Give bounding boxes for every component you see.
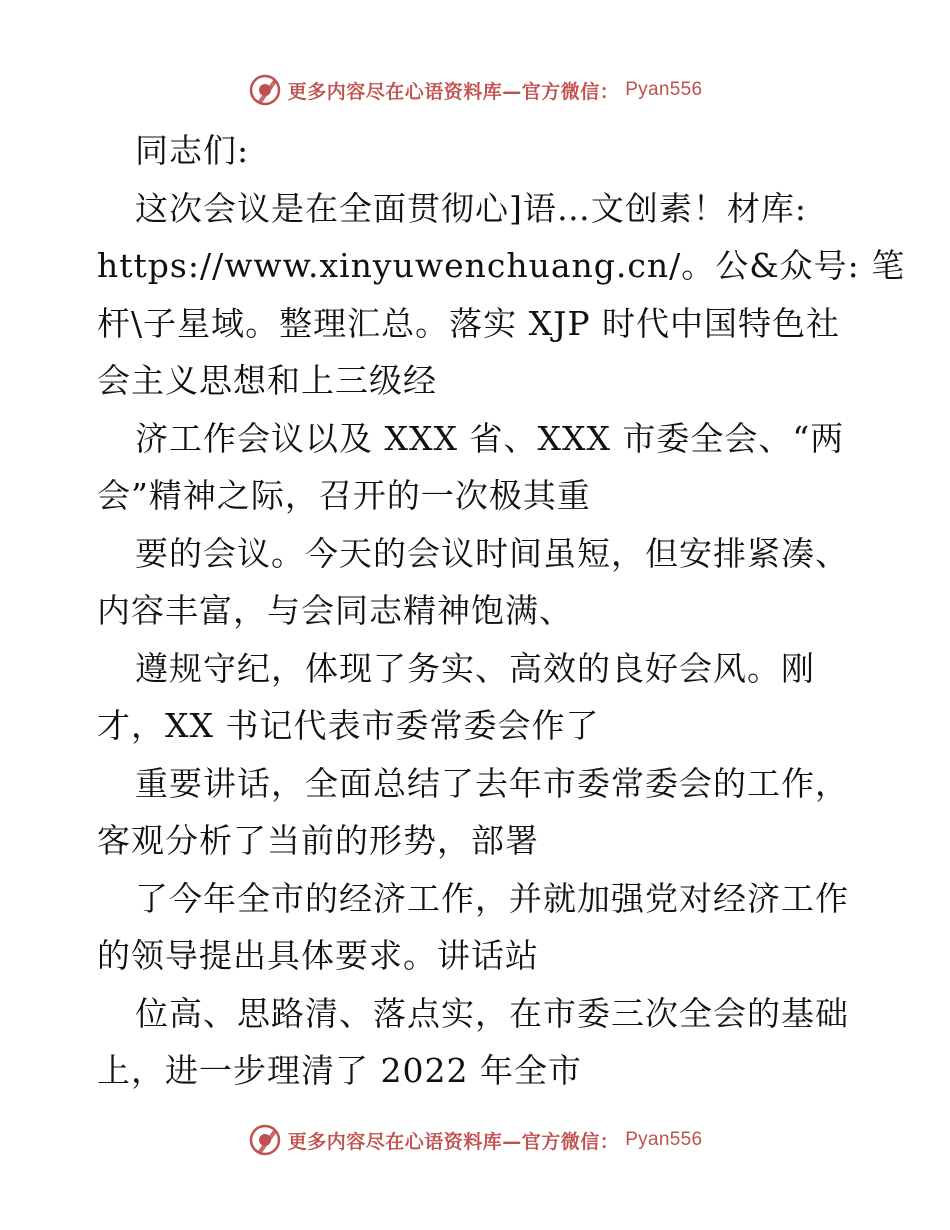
banner-text: 更多内容尽在心语资料库—官方微信： [287, 1130, 620, 1153]
body-line: 的领导提出具体要求。讲话站 [97, 936, 539, 975]
banner-wechat-id: Pyan556 [625, 79, 703, 100]
body-line: 要的会议。今天的会议时间虽短，但安排紧凑、 [135, 533, 849, 573]
body-line: https://www.xinyuwenchuang.cn/。公&众号: 笔 [97, 246, 906, 285]
body-line: 位高、思路清、落点实，在市委三次全会的基础 [135, 993, 849, 1033]
banner-wechat-id: Pyan556 [625, 1129, 703, 1150]
body-line: 这次会议是在全面贯彻心]语…文创素！材库: [135, 188, 807, 228]
body-line: 遵规守纪，体现了务实、高效的良好会风。刚 [135, 648, 815, 688]
pen-logo-icon [248, 1123, 282, 1157]
body-line: 重要讲话，全面总结了去年市委常委会的工作， [135, 763, 849, 803]
document-body [97, 122, 906, 1100]
footer-watermark-banner [0, 1120, 950, 1160]
body-line: 会”精神之际，召开的一次极其重 [97, 476, 591, 515]
body-line: 内容丰富，与会同志精神饱满、 [97, 591, 573, 630]
body-line: 会主义思想和上三级经 [97, 361, 437, 400]
body-line: 才，XX 书记代表市委常委会作了 [97, 706, 600, 745]
header-watermark-banner [0, 70, 950, 110]
body-line: 同志们: [135, 131, 250, 170]
body-line: 了今年全市的经济工作，并就加强党对经济工作 [135, 878, 849, 918]
pen-logo-icon [248, 73, 282, 107]
banner-text: 更多内容尽在心语资料库—官方微信： [287, 80, 620, 103]
body-line: 济工作会议以及 XXX 省、XXX 市委全会、“两 [135, 418, 845, 458]
body-line: 杆\子星域。整理汇总。落实 XJP 时代中国特色社 [97, 303, 841, 343]
body-line: 上，进一步理清了 2022 年全市 [97, 1051, 582, 1090]
body-line: 客观分析了当前的形势，部署 [97, 821, 539, 860]
